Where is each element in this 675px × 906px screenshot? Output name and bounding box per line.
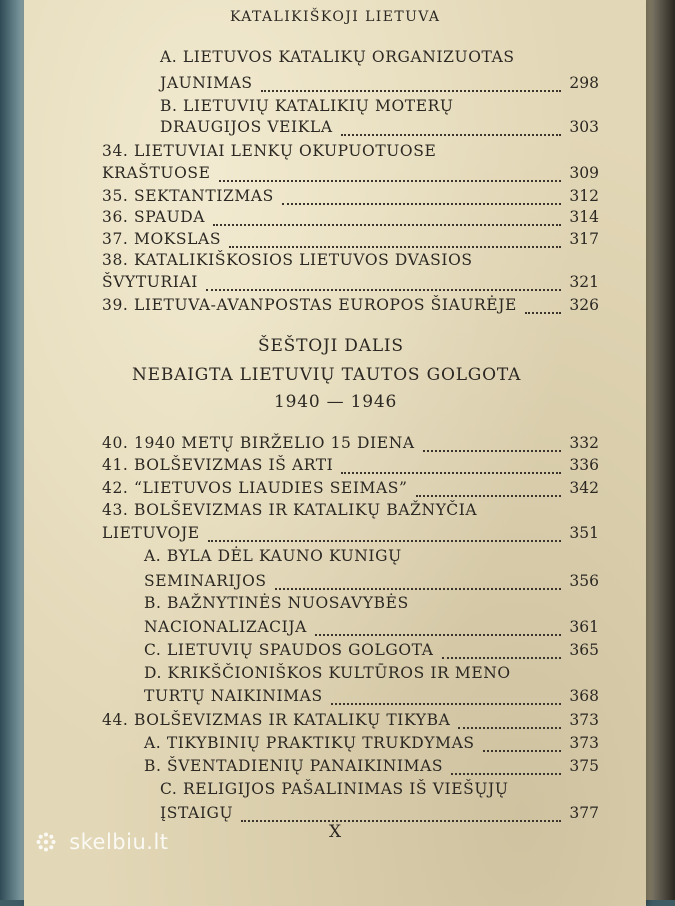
toc-page-number: 321	[569, 273, 599, 291]
toc-entry-line	[102, 253, 599, 271]
toc-page-number: 377	[569, 804, 599, 822]
toc-entry	[102, 298, 599, 316]
toc-entry-title: KRAŠTUOSE	[102, 164, 211, 182]
toc-entry	[102, 210, 599, 228]
toc-entry	[144, 574, 599, 592]
toc-page-number: 326	[569, 296, 599, 314]
toc-entry-title: 35. SEKTANTIZMAS	[102, 187, 274, 205]
toc-entry-title: B. BAŽNYTINĖS NUOSAVYBĖS	[144, 594, 409, 612]
toc-entry	[144, 759, 599, 777]
toc-entry	[102, 458, 599, 476]
toc-entry	[102, 526, 599, 544]
toc-entry-title: ŠVYTURIAI	[102, 273, 198, 291]
toc-entry-line	[160, 50, 599, 68]
toc-entry-title: 42. “LIETUVOS LIAUDIES SEIMAS”	[102, 479, 408, 497]
toc-entry-line	[144, 666, 599, 684]
toc-page-number: 361	[569, 618, 599, 636]
toc-page-number: 314	[569, 208, 599, 226]
toc-entry-title: 40. 1940 METŲ BIRŽELIO 15 DIENA	[102, 434, 415, 452]
toc-page-number: 356	[569, 572, 599, 590]
dot-leader	[282, 203, 561, 205]
toc-entry	[102, 232, 599, 250]
toc-entry-title: 41. BOLŠEVIZMAS IŠ ARTI	[102, 456, 334, 474]
toc-page-number: 365	[569, 641, 599, 659]
toc-entry-title: SEMINARIJOS	[144, 572, 267, 590]
section-years: 1940 — 1946	[274, 392, 398, 412]
toc-page-number: 312	[569, 187, 599, 205]
toc-entry-title: 44. BOLŠEVIZMAS IR KATALIKŲ TIKYBA	[102, 711, 451, 729]
toc-page-number: 332	[569, 434, 599, 452]
section-part-label: ŠEŠTOJI DALIS	[258, 336, 404, 356]
toc-entry	[144, 620, 599, 638]
toc-entry	[144, 736, 599, 754]
toc-page-number: 317	[569, 230, 599, 248]
dots-logo-icon	[36, 832, 56, 852]
toc-entry-title: 43. BOLŠEVIZMAS IR KATALIKŲ BAŽNYČIA	[102, 501, 478, 519]
dot-leader	[275, 588, 561, 590]
dot-leader	[458, 727, 561, 729]
dot-leader	[331, 703, 561, 705]
toc-entry	[160, 120, 599, 138]
toc-entry-line	[144, 549, 599, 567]
watermark	[36, 830, 169, 854]
dot-leader	[229, 246, 561, 248]
toc-page-number: 336	[569, 456, 599, 474]
toc-entry-title: NACIONALIZACIJA	[144, 618, 307, 636]
toc-entry-title: A. BYLA DĖL KAUNO KUNIGŲ	[144, 547, 402, 565]
toc-entry-title: 37. MOKSLAS	[102, 230, 222, 248]
toc-page-number: 342	[569, 479, 599, 497]
dot-leader	[423, 450, 561, 452]
dot-leader	[341, 134, 561, 136]
toc-entry-title: LIETUVOJE	[102, 524, 200, 542]
toc-entry-title: B. ŠVENTADIENIŲ PANAIKINIMAS	[144, 757, 444, 775]
toc-entry	[160, 76, 599, 94]
dot-leader	[525, 312, 561, 314]
toc-page-number: 373	[569, 711, 599, 729]
toc-entry-line	[102, 144, 599, 162]
toc-entry-title: 34. LIETUVIAI LENKŲ OKUPUOTUOSE	[102, 142, 437, 160]
dot-leader	[213, 224, 561, 226]
toc-entry-title: A. LIETUVOS KATALIKŲ ORGANIZUOTAS	[160, 48, 515, 66]
toc-entry	[102, 713, 599, 731]
dot-leader	[341, 472, 561, 474]
dot-leader	[451, 773, 561, 775]
book-page	[24, 0, 646, 906]
toc-entry-title: C. RELIGIJOS PAŠALINIMAS IŠ VIEŠŲJŲ	[160, 780, 509, 798]
background-right-book-spine	[641, 0, 675, 900]
toc-entry	[144, 643, 599, 661]
toc-entry-line	[102, 503, 599, 521]
toc-entry-title: JAUNIMAS	[160, 74, 253, 92]
toc-page-number: 309	[569, 164, 599, 182]
toc-entry-line	[144, 596, 599, 614]
toc-entry	[144, 689, 599, 707]
toc-entry	[102, 481, 599, 499]
toc-entry-title: C. LIETUVIŲ SPAUDOS GOLGOTA	[144, 641, 434, 659]
dot-leader	[416, 495, 561, 497]
dot-leader	[483, 750, 561, 752]
toc-page-number: 373	[569, 734, 599, 752]
toc-entry	[102, 275, 599, 293]
toc-entry	[102, 436, 599, 454]
toc-page-number: 375	[569, 757, 599, 775]
toc-entry-title: 36. SPAUDA	[102, 208, 206, 226]
toc-entry-title: 38. KATALIKIŠKOSIOS LIETUVOS DVASIOS	[102, 251, 473, 269]
toc-entry-title: D. KRIKŠČIONIŠKOS KULTŪROS IR MENO	[144, 664, 511, 682]
toc-entry-title: B. LIETUVIŲ KATALIKIŲ MOTERŲ	[160, 97, 454, 115]
toc-entry-line	[160, 99, 599, 117]
watermark-text: skelbiu.lt	[69, 830, 169, 854]
toc-page-number: 303	[569, 118, 599, 136]
running-header: KATALIKIŠKOJI LIETUVA	[230, 9, 441, 25]
toc-entry-title: ĮSTAIGŲ	[160, 804, 234, 822]
dot-leader	[315, 634, 561, 636]
dot-leader	[261, 90, 561, 92]
toc-page-number: 368	[569, 687, 599, 705]
page-number: X	[328, 822, 342, 842]
dot-leader	[206, 289, 561, 291]
toc-entry-title: 39. LIETUVA-AVANPOSTAS EUROPOS ŠIAURĖJE	[102, 296, 517, 314]
toc-entry-title: TURTŲ NAIKINIMAS	[144, 687, 323, 705]
toc-entry	[102, 189, 599, 207]
toc-entry-title: A. TIKYBINIŲ PRAKTIKŲ TRUKDYMAS	[144, 734, 475, 752]
dot-leader	[219, 180, 561, 182]
toc-entry-line	[160, 782, 599, 800]
section-title: NEBAIGTA LIETUVIŲ TAUTOS GOLGOTA	[132, 365, 522, 385]
toc-page-number: 351	[569, 524, 599, 542]
toc-entry-title: DRAUGIJOS VEIKLA	[160, 118, 333, 136]
dot-leader	[442, 657, 561, 659]
dot-leader	[208, 540, 561, 542]
toc-entry	[102, 166, 599, 184]
toc-page-number: 298	[569, 74, 599, 92]
